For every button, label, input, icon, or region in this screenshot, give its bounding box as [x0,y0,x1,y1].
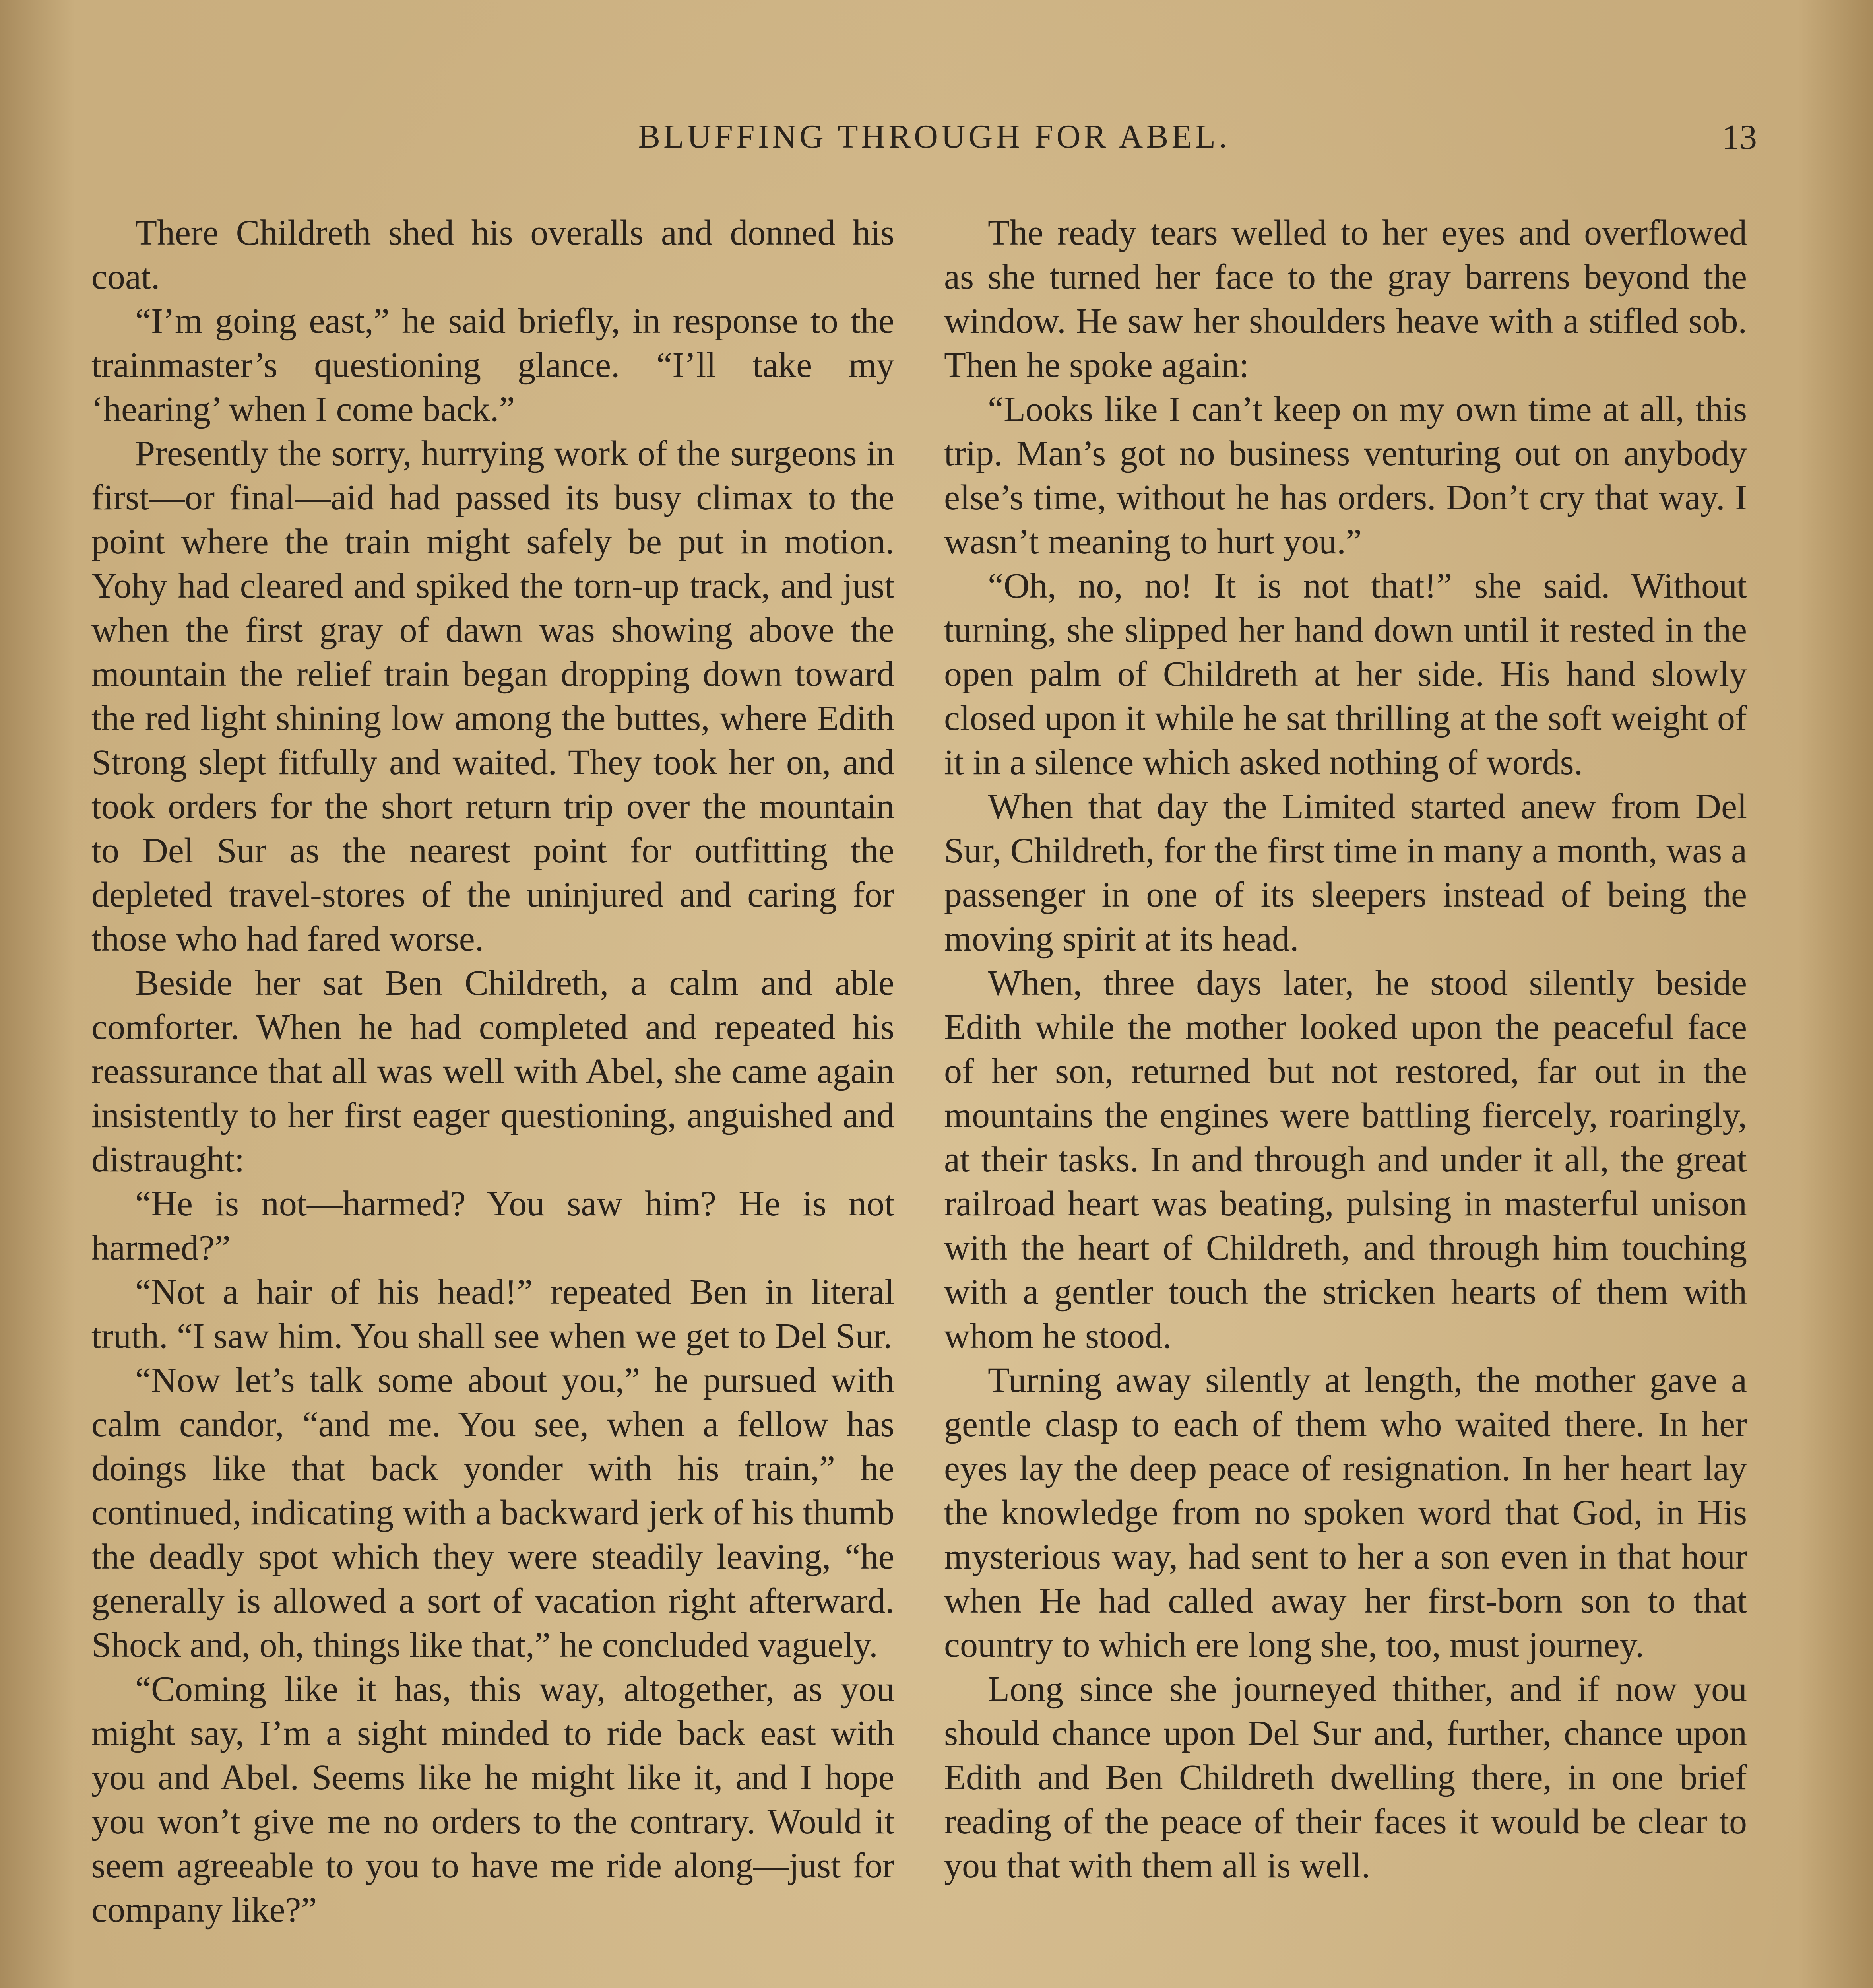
paragraph: Beside her sat Ben Childreth, a calm and able comforter. When he had completed and repeated his reassurance that all was well with Abel, she came again insistently to her first eager questioning, anguished and distraught: [91,963,894,1179]
paragraph: Turning away silently at length, the mother gave a gentle clasp to each of them who waited there. In her eyes lay the deep peace of resignation. In her heart lay the knowledge from no spoken word that God, in His mysterious way, had sent to her a son even in that hour when He had called away her first-born son to that country to which ere long she, too, must journey. [944,1361,1747,1665]
paragraph: “I’m going east,” he said briefly, in response to the trainmaster’s questioning glance. “I’ll take my ‘hearing’ when I come back.” [91,301,894,429]
paragraph: “Not a hair of his head!” repeated Ben in literal truth. “I saw him. You shall see when we get to Del Sur. [91,1272,894,1356]
paragraph: “Oh, no, no! It is not that!” she said. Without turning, she slipped her hand down until it rested in the open palm of Childreth at her side. His hand slowly closed upon it while he sat thrilling at the soft weight of it in a silence which asked nothing of words. [944,566,1747,782]
left-text-column [91,211,894,1932]
page-number: 13 [1722,118,1757,157]
paragraph: “Coming like it has, this way, altogether, as you might say, I’m a sight minded to ride back east with you and Abel. Seems like he might like it, and I hope you won’t give me no orders to the contrary. Would it seem agreeable to you to have me ride along—just for company like?” [91,1670,894,1930]
paragraph: There Childreth shed his overalls and donned his coat. [91,213,894,297]
paragraph: “Now let’s talk some about you,” he pursued with calm candor, “and me. You see, when a fellow has doings like that back yonder with his train,” he continued, indicating with a backward jerk of his thumb the deadly spot which they were steadily leaving, “he generally is allowed a sort of vacation right afterward. Shock and, oh, things like that,” he concluded vaguely. [91,1361,894,1665]
paragraph: “He is not—harmed? You saw him? He is not harmed?” [91,1184,894,1268]
paragraph: The ready tears welled to her eyes and overflowed as she turned her face to the gray barrens beyond the window. He saw her shoulders heave with a stifled sob. Then he spoke again: [944,213,1747,385]
paragraph: Long since she journeyed thither, and if now you should chance upon Del Sur and, further, chance upon Edith and Ben Childreth dwelling there, in one brief reading of the peace of their faces it would be clear to you that with them all is well. [944,1670,1747,1885]
right-text-column [944,211,1747,1888]
running-title: BLUFFING THROUGH FOR ABEL. [638,118,1230,155]
paragraph: When that day the Limited started anew from Del Sur, Childreth, for the first time in many a month, was a passenger in one of its sleepers instead of being the moving spirit at its head. [944,787,1747,959]
paragraph: When, three days later, he stood silently beside Edith while the mother looked upon the peaceful face of her son, returned but not restored, far out in the mountains the engines were battling fiercely, roaringly, at their tasks. In and through and under it all, the great railroad heart was beating, pulsing in masterful unison with the heart of Childreth, and through him touching with a gentler touch the stricken hearts of them with whom he stood. [944,963,1747,1356]
paragraph: Presently the sorry, hurrying work of the surgeons in first—or final—aid had passed its busy climax to the point where the train might safely be put in motion. Yohy had cleared and spiked the torn-up track, and just when the first gray of dawn was showing above the mountain the relief train began dropping down toward the red light shining low among the buttes, where Edith Strong slept fitfully and waited. They took her on, and took orders for the short return trip over the mountain to Del Sur as the nearest point for outfitting the depleted travel-stores of the uninjured and caring for those who had fared worse. [91,434,894,959]
paragraph: “Looks like I can’t keep on my own time at all, this trip. Man’s got no business venturing out on anybody else’s time, without he has orders. Don’t cry that way. I wasn’t meaning to hurt you.” [944,390,1747,561]
